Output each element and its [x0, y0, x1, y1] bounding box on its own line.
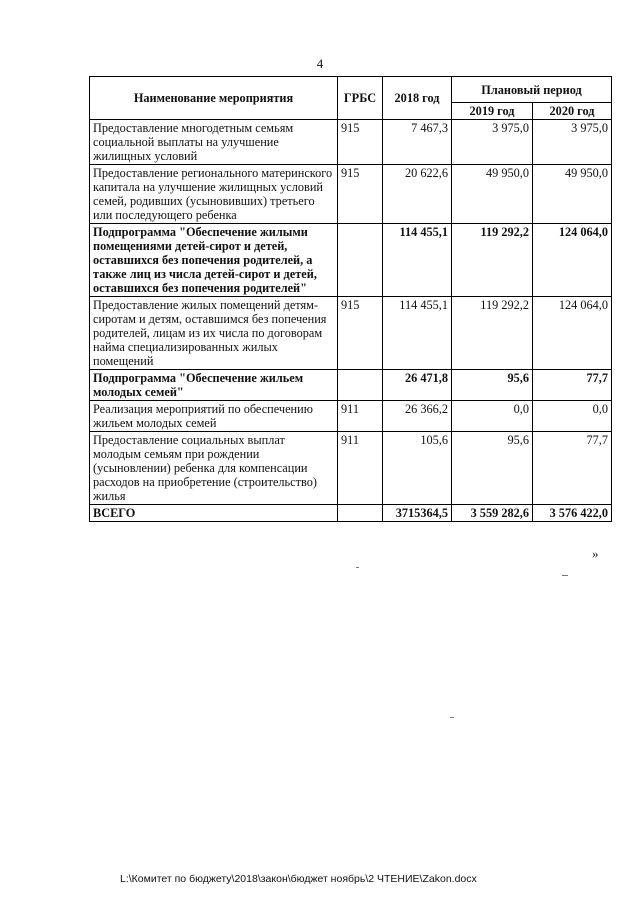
row-2019: 119 292,2	[452, 297, 533, 370]
row-grbs: 915	[338, 120, 383, 165]
row-2020: 49 950,0	[533, 165, 612, 224]
table-row	[90, 120, 612, 165]
scan-speck	[450, 717, 454, 718]
row-grbs: 915	[338, 165, 383, 224]
table-row	[90, 370, 612, 401]
row-2019: 3 559 282,6	[452, 505, 533, 522]
table-row	[90, 224, 612, 297]
header-grbs: ГРБС	[338, 77, 383, 120]
row-2018: 105,6	[383, 432, 452, 505]
page-number: 4	[316, 56, 324, 71]
row-2020: 3 576 422,0	[533, 505, 612, 522]
row-2020: 3 975,0	[533, 120, 612, 165]
table-row-total	[90, 505, 612, 522]
row-grbs: 911	[338, 432, 383, 505]
header-2020: 2020 год	[533, 103, 612, 120]
row-2018: 114 455,1	[383, 297, 452, 370]
row-2020: 124 064,0	[533, 224, 612, 297]
row-name: Предоставление регионального материнского капитала на улучшение жилищных условий семей, родивших (усыновивших) третьего или последующего ребенка	[90, 165, 338, 224]
scan-speck	[356, 567, 359, 568]
header-2018: 2018 год	[383, 77, 452, 120]
header-2019: 2019 год	[452, 103, 533, 120]
row-2019: 119 292,2	[452, 224, 533, 297]
row-name: Реализация мероприятий по обеспечению жильем молодых семей	[90, 401, 338, 432]
row-grbs	[338, 224, 383, 297]
row-2018: 3715364,5	[383, 505, 452, 522]
row-grbs: 911	[338, 401, 383, 432]
row-2018: 26 471,8	[383, 370, 452, 401]
row-2018: 26 366,2	[383, 401, 452, 432]
row-grbs	[338, 505, 383, 522]
row-2020: 124 064,0	[533, 297, 612, 370]
row-grbs	[338, 370, 383, 401]
row-2019: 3 975,0	[452, 120, 533, 165]
row-grbs: 915	[338, 297, 383, 370]
budget-table	[89, 76, 612, 522]
row-2018: 114 455,1	[383, 224, 452, 297]
row-name: Подпрограмма "Обеспечение жилыми помещениями детей-сирот и детей, оставшихся без попечения родителей, а также лиц из числа детей-сирот и детей, оставшихся без попечения родителей"	[90, 224, 338, 297]
table-row	[90, 401, 612, 432]
row-2018: 7 467,3	[383, 120, 452, 165]
row-2018: 20 622,6	[383, 165, 452, 224]
row-name: Предоставление многодетным семьям социальной выплаты на улучшение жилищных условий	[90, 120, 338, 165]
table-row	[90, 432, 612, 505]
row-name: Предоставление социальных выплат молодым семьям при рождении (усыновлении) ребенка для компенсации расходов на приобретение (строительство) жилья	[90, 432, 338, 505]
header-name: Наименование мероприятия	[90, 77, 338, 120]
row-2019: 0,0	[452, 401, 533, 432]
row-2019: 49 950,0	[452, 165, 533, 224]
closing-quote: »	[592, 546, 599, 561]
row-name: Подпрограмма "Обеспечение жильем молодых семей"	[90, 370, 338, 401]
row-2020: 0,0	[533, 401, 612, 432]
header-planned-period: Плановый период	[452, 77, 612, 103]
scan-speck	[562, 575, 568, 576]
row-name: Предоставление жилых помещений детям-сиротам и детям, оставшимся без попечения родителей, лицам из их числа по договорам найма специализированных жилых помещений	[90, 297, 338, 370]
footer-file-path: L:\Комитет по бюджету\2018\закон\бюджет ноябрь\2 ЧТЕНИЕ\Zakon.docx	[120, 873, 477, 885]
table-row	[90, 165, 612, 224]
table-row	[90, 297, 612, 370]
row-2020: 77,7	[533, 370, 612, 401]
row-2020: 77,7	[533, 432, 612, 505]
row-name: ВСЕГО	[90, 505, 338, 522]
row-2019: 95,6	[452, 370, 533, 401]
row-2019: 95,6	[452, 432, 533, 505]
